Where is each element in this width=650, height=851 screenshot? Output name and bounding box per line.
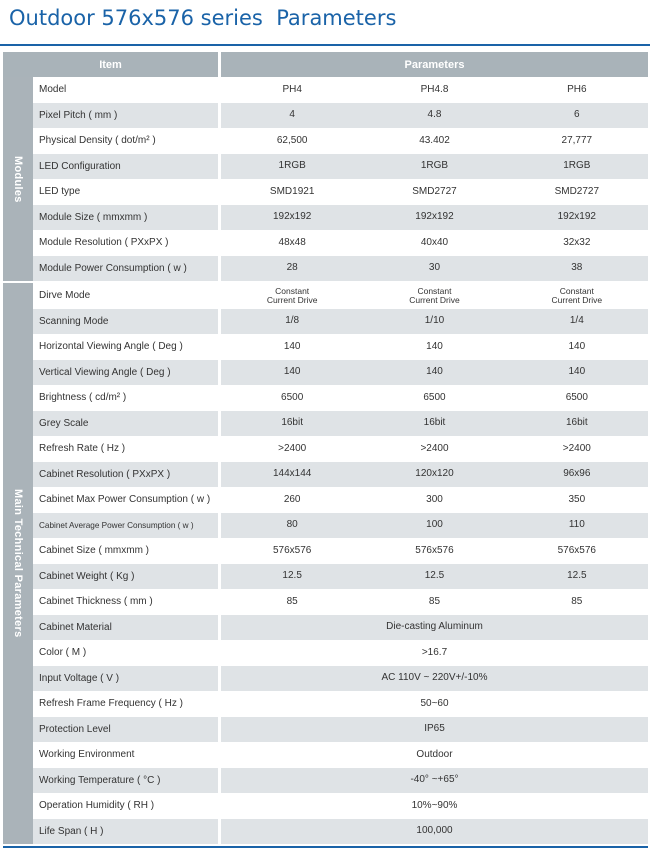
value-cell: 140	[283, 366, 301, 378]
value-cell: SMD2727	[412, 185, 457, 197]
value-cell: >2400	[278, 442, 307, 454]
table-row	[33, 205, 648, 231]
table-row	[33, 309, 648, 335]
row-label: Horizontal Viewing Angle ( Deg )	[39, 341, 183, 353]
value-cell: IP65	[424, 723, 445, 735]
table-row	[33, 819, 648, 845]
row-values	[221, 819, 648, 845]
value-cell: 192x192	[415, 211, 454, 223]
value-cell: 576x576	[557, 544, 596, 556]
table-row	[33, 179, 648, 205]
value-cell: 120x120	[415, 468, 454, 480]
value-cell: 144x144	[272, 468, 312, 480]
value-cell: SMD2727	[554, 185, 600, 197]
table-row	[33, 436, 648, 462]
value-cell: 85	[571, 595, 583, 607]
value-cell: 16bit	[423, 417, 446, 429]
row-values	[221, 589, 648, 615]
row-label: Cabinet Resolution ( PXxPX )	[33, 462, 218, 488]
row-values	[221, 462, 648, 488]
value-cell: 140	[568, 366, 586, 378]
value-cell: 32x32	[563, 236, 591, 248]
row-label: Pixel Pitch ( mm )	[33, 103, 218, 129]
value-cell: 140	[426, 366, 443, 378]
row-values	[221, 793, 648, 819]
table-row	[33, 128, 648, 154]
value-cell: >2400	[562, 442, 591, 454]
value-cell: Outdoor	[416, 748, 453, 760]
value-cell: 43.402	[419, 134, 450, 146]
row-values	[221, 103, 648, 129]
row-values	[221, 691, 648, 717]
value-cell: 10%~90%	[411, 799, 458, 811]
row-values	[221, 717, 648, 743]
row-label: Cabinet Material	[33, 615, 218, 641]
value-cell: 85	[286, 595, 298, 607]
row-label: Cabinet Max Power Consumption ( w )	[39, 494, 211, 506]
table-row	[33, 103, 648, 129]
value-cell: >2400	[420, 442, 449, 454]
row-values	[221, 230, 648, 256]
table-row	[33, 717, 648, 743]
row-values	[221, 154, 648, 180]
table-row	[33, 256, 648, 282]
table-row	[33, 230, 648, 256]
value-cell: Constant Current Drive	[409, 285, 460, 305]
value-cell: 50~60	[420, 697, 449, 709]
table-row	[33, 77, 648, 103]
row-values	[221, 513, 648, 539]
table-row	[33, 513, 648, 539]
value-cell: Constant Current Drive	[551, 285, 603, 305]
value-cell: 576x576	[272, 544, 312, 556]
value-cell: 576x576	[415, 544, 454, 556]
row-label: Protection Level	[33, 717, 218, 743]
section-side-label	[3, 283, 33, 844]
value-cell: PH4.8	[420, 83, 449, 95]
value-cell: 38	[571, 262, 583, 274]
value-cell: 4	[289, 109, 295, 121]
row-label: Model	[39, 84, 67, 96]
value-cell: 12.5	[282, 570, 302, 582]
value-cell: >16.7	[421, 646, 448, 658]
row-label: Cabinet Thickness ( mm )	[39, 596, 153, 608]
row-values	[221, 179, 648, 205]
row-values	[221, 768, 648, 794]
value-cell: 96x96	[563, 468, 591, 480]
value-cell: 40x40	[420, 236, 449, 248]
row-values	[221, 309, 648, 335]
value-cell: 140	[568, 340, 586, 352]
row-values	[221, 487, 648, 513]
value-cell: 1RGB	[420, 160, 449, 172]
value-cell: 350	[568, 493, 586, 505]
row-values	[221, 538, 648, 564]
row-label: LED Configuration	[33, 154, 218, 180]
row-values	[221, 128, 648, 154]
row-values	[221, 436, 648, 462]
row-label: Color ( M )	[39, 647, 87, 659]
table-header	[3, 52, 648, 77]
value-cell: 192x192	[272, 211, 312, 223]
row-label: Grey Scale	[33, 411, 218, 437]
value-cell: 80	[286, 519, 298, 531]
section-name: Main Technical Parameters	[12, 489, 24, 638]
section-rows	[33, 77, 648, 281]
row-label: Working Temperature ( °C )	[33, 768, 218, 794]
table-row	[33, 283, 648, 309]
value-cell: 6	[574, 109, 580, 121]
value-cell: AC 110V ~ 220V+/-10%	[381, 672, 488, 684]
value-cell: 16bit	[281, 417, 303, 429]
value-cell: 110	[568, 519, 585, 531]
row-label: Life Span ( H )	[33, 819, 218, 845]
parameters-table	[3, 52, 648, 844]
row-label: Refresh Frame Frequency ( Hz )	[39, 698, 183, 710]
row-label: Vertical Viewing Angle ( Deg )	[33, 360, 218, 386]
table-row	[33, 564, 648, 590]
table-row	[33, 793, 648, 819]
table-body	[3, 77, 648, 844]
value-cell: 1/4	[569, 315, 584, 327]
value-cell: 62,500	[276, 134, 308, 146]
value-cell: 100,000	[416, 825, 453, 837]
value-cell: 12.5	[424, 570, 445, 582]
section-modules	[3, 77, 648, 281]
table-row	[33, 615, 648, 641]
value-cell: 192x192	[557, 211, 596, 223]
row-label: Cabinet Average Power Consumption ( w )	[33, 513, 218, 539]
row-values	[221, 742, 648, 768]
value-cell: Die-casting Aluminum	[386, 621, 483, 633]
value-cell: 6500	[281, 391, 304, 403]
row-values	[221, 256, 648, 282]
row-label: Module Resolution ( PXxPX )	[39, 237, 169, 249]
row-values	[221, 334, 648, 360]
row-label: Refresh Rate ( Hz )	[39, 443, 126, 455]
section-name: Modules	[12, 155, 24, 203]
value-cell: 28	[286, 262, 298, 274]
value-cell: 16bit	[565, 417, 588, 429]
row-label: Operation Humidity ( RH )	[39, 800, 155, 812]
value-cell: 1RGB	[563, 160, 591, 172]
bottom-divider	[3, 846, 648, 848]
value-cell: 1/10	[424, 315, 445, 327]
row-label: Module Size ( mmxmm )	[33, 205, 218, 231]
row-values	[221, 385, 648, 411]
page-title: Outdoor 576x576 series Parameters	[9, 6, 397, 30]
value-cell: PH4	[282, 83, 302, 95]
row-label: Input Voltage ( V )	[33, 666, 218, 692]
value-cell: SMD1921	[269, 185, 315, 197]
table-row	[33, 666, 648, 692]
row-label: Physical Density ( dot/m² )	[39, 135, 156, 147]
value-cell: Constant Current Drive	[266, 285, 318, 305]
row-label: Dirve Mode	[39, 290, 91, 302]
row-values	[221, 411, 648, 437]
row-label: Brightness ( cd/m² )	[39, 392, 127, 404]
value-cell: 1RGB	[278, 160, 306, 172]
value-cell: 140	[283, 340, 301, 352]
row-values	[221, 77, 648, 103]
row-values	[221, 360, 648, 386]
row-label: LED type	[39, 186, 81, 198]
row-values	[221, 615, 648, 641]
row-label: Working Environment	[39, 749, 135, 761]
table-row	[33, 589, 648, 615]
value-cell: PH6	[567, 83, 587, 95]
table-row	[33, 334, 648, 360]
section-rows	[33, 283, 648, 844]
table-row	[33, 742, 648, 768]
row-values	[221, 283, 648, 309]
table-row	[33, 360, 648, 386]
value-cell: -40° ~+65°	[410, 774, 459, 786]
value-cell: 6500	[565, 391, 588, 403]
section-side-label	[3, 77, 33, 281]
row-label: Cabinet Weight ( Kg )	[33, 564, 218, 590]
value-cell: 1/8	[285, 315, 300, 327]
table-row	[33, 538, 648, 564]
value-cell: 30	[428, 262, 441, 274]
table-row	[33, 411, 648, 437]
value-cell: 100	[426, 519, 443, 531]
row-values	[221, 205, 648, 231]
value-cell: 260	[283, 493, 301, 505]
row-values	[221, 666, 648, 692]
row-label: Cabinet Size ( mmxmm )	[39, 545, 150, 557]
value-cell: 85	[428, 595, 441, 607]
value-cell: 27,777	[561, 134, 593, 146]
row-values	[221, 564, 648, 590]
table-row	[33, 487, 648, 513]
table-row	[33, 691, 648, 717]
value-cell: 12.5	[567, 570, 587, 582]
value-cell: 300	[426, 493, 443, 505]
value-cell: 4.8	[427, 109, 442, 121]
table-row	[33, 462, 648, 488]
title-divider	[0, 44, 650, 46]
row-label: Scanning Mode	[33, 309, 218, 335]
table-row	[33, 385, 648, 411]
table-row	[33, 768, 648, 794]
header-parameters: Parameters	[221, 52, 648, 77]
header-item: Item	[3, 52, 218, 77]
row-label: Module Power Consumption ( w )	[33, 256, 218, 282]
table-row	[33, 154, 648, 180]
section-main-technical-parameters	[3, 283, 648, 844]
row-values	[221, 640, 648, 666]
value-cell: 6500	[423, 391, 446, 403]
value-cell: 140	[426, 340, 443, 352]
table-row	[33, 640, 648, 666]
value-cell: 48x48	[278, 236, 306, 248]
